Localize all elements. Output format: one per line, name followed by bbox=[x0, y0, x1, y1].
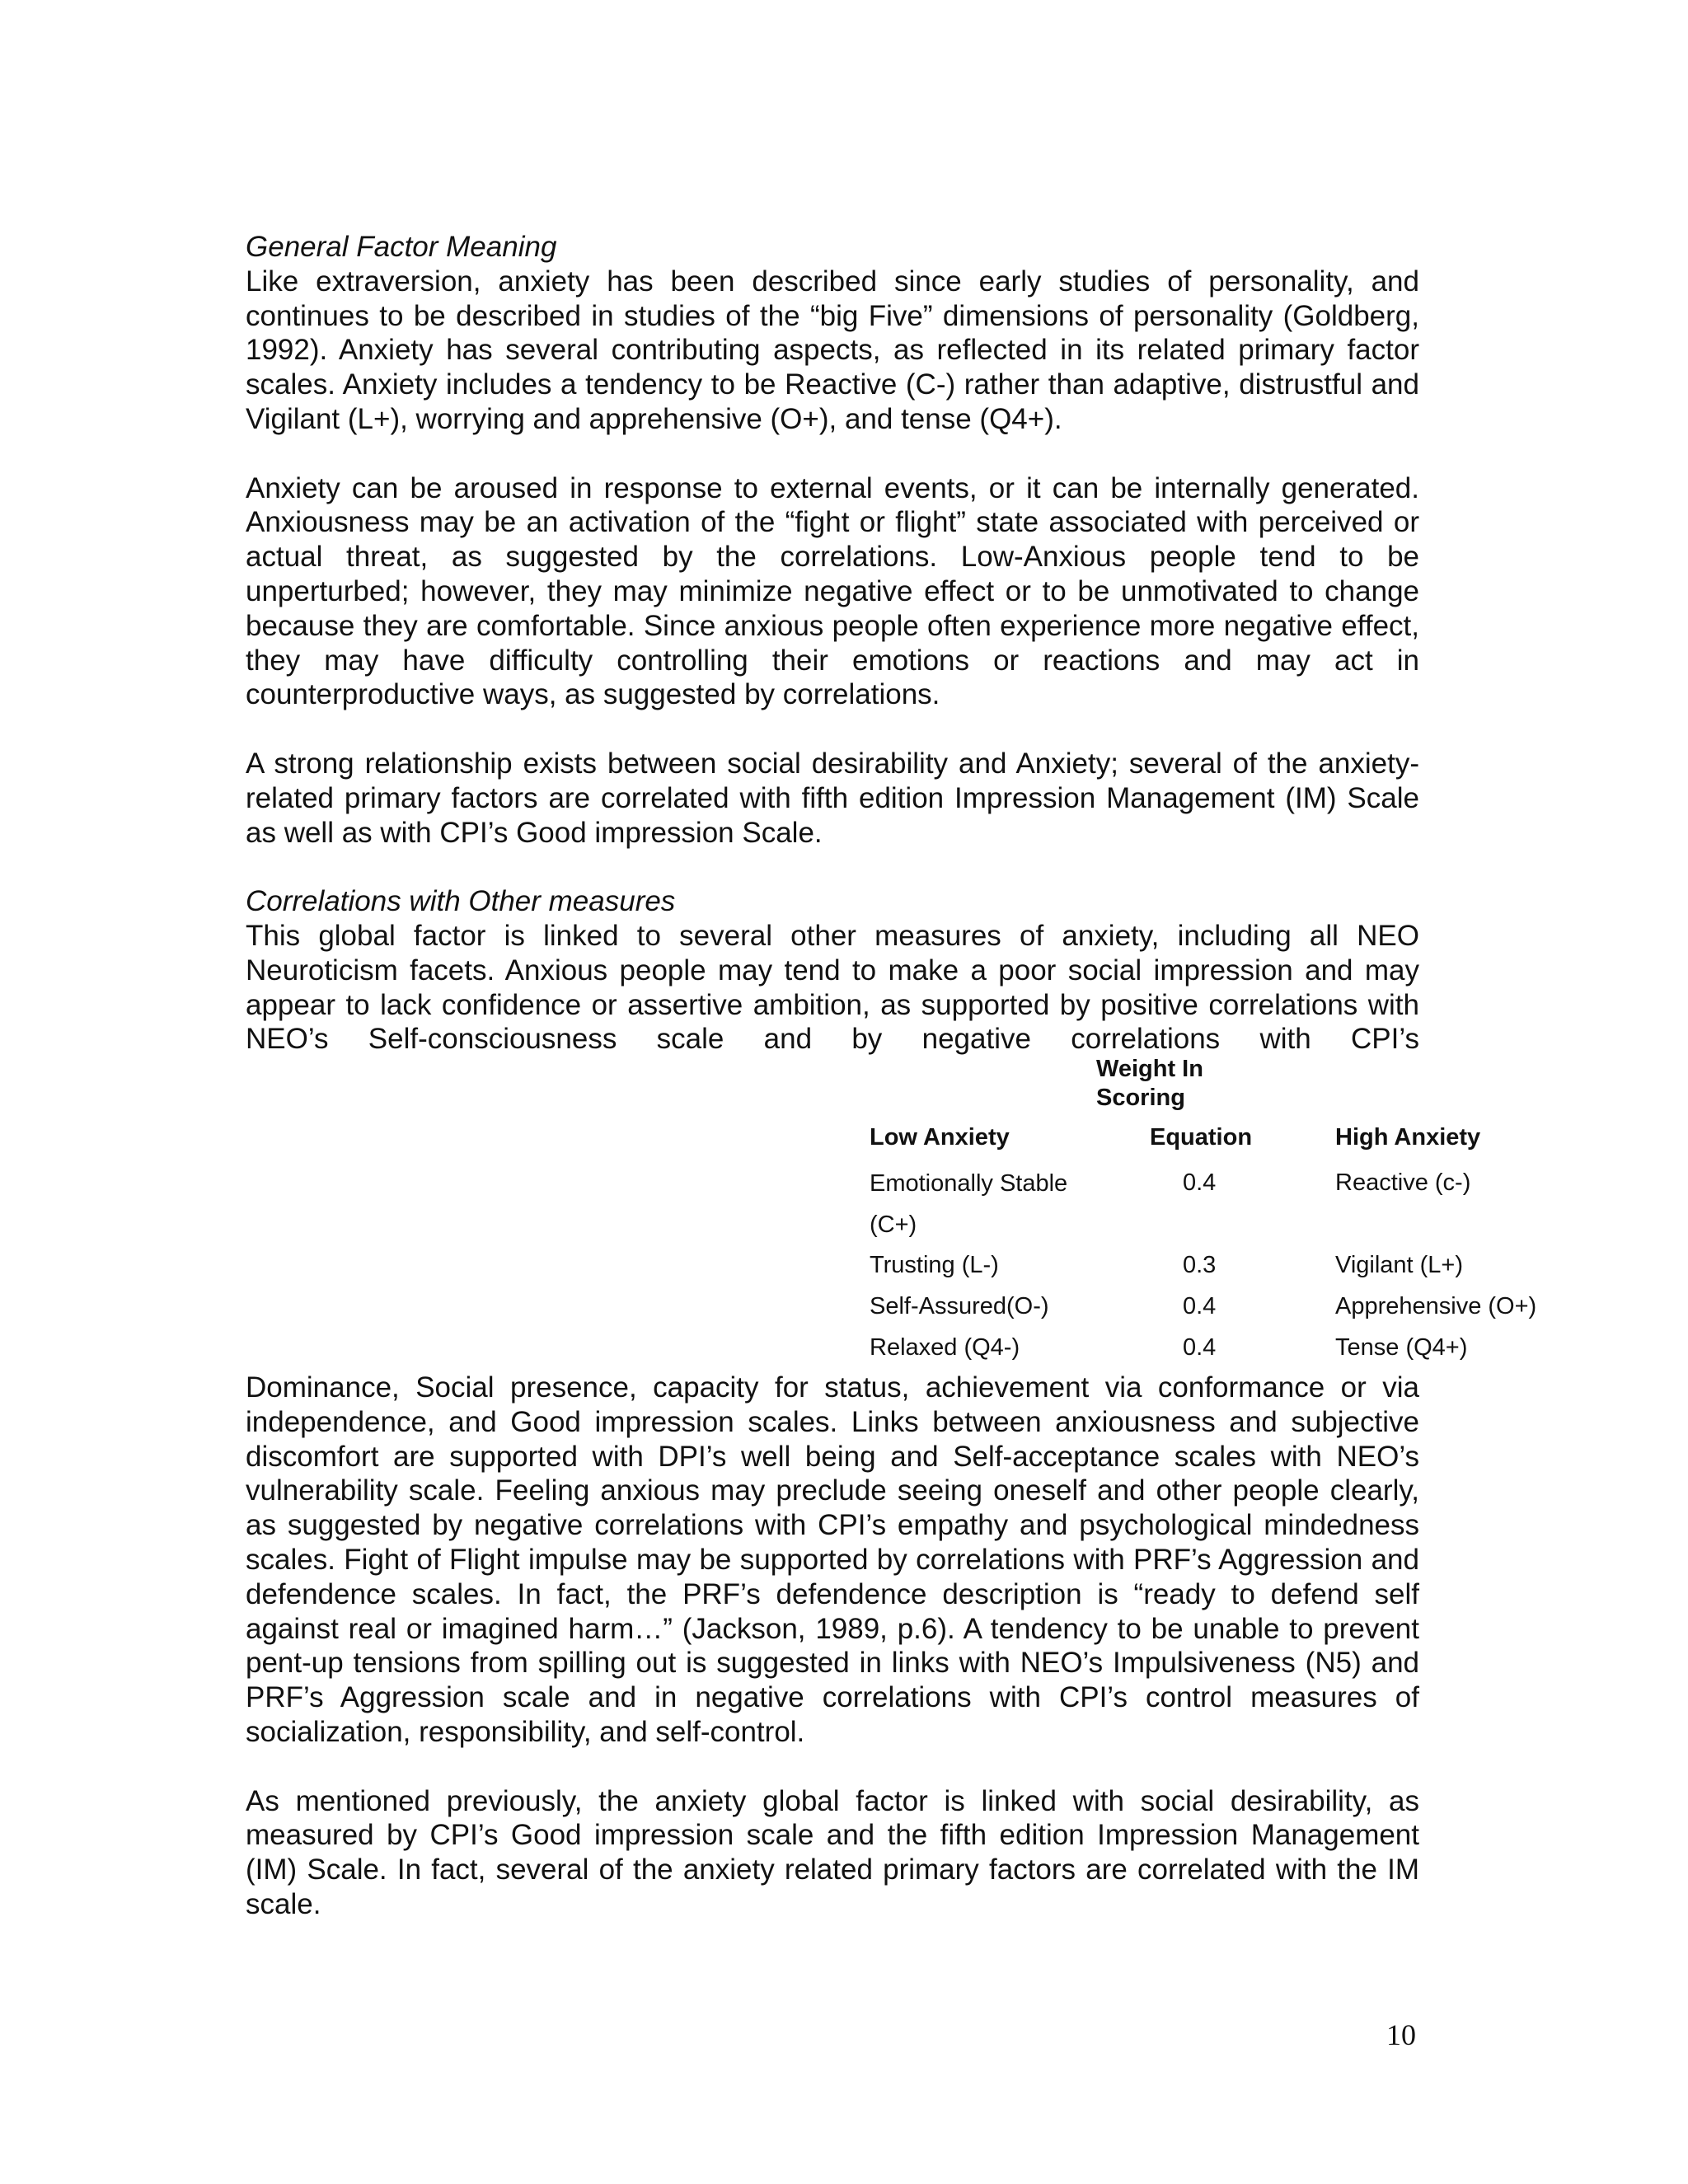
table-cell-weight: 0.3 bbox=[1183, 1252, 1217, 1278]
table-header-equation: Equation bbox=[1150, 1124, 1253, 1151]
table-cell-weight: 0.4 bbox=[1183, 1334, 1217, 1361]
table-header-low-anxiety: Low Anxiety bbox=[870, 1124, 1010, 1151]
paragraph-social-desirability: A strong relationship exists between social desirability and Anxiety; several of the anxiety-related primary factors are correlated with fifth edition Impression Management (IM) Scale as well as with CPI’s Good impression Scale. bbox=[246, 747, 1419, 849]
table-header-high-anxiety: High Anxiety bbox=[1335, 1124, 1481, 1151]
table-cell-low: Self-Assured(O-) bbox=[870, 1293, 1049, 1319]
section-correlations-continued bbox=[246, 1371, 1419, 1922]
table-cell-high: Vigilant (L+) bbox=[1335, 1252, 1464, 1278]
table-cell-low: Relaxed (Q4-) bbox=[870, 1334, 1020, 1361]
paragraph-correlations-start: This global factor is linked to several other measures of anxiety, including all NEO Neuroticism facets. Anxious people may tend to make a poor social impression and may appear to lack confidence or assertive ambition, as supported by positive correlations with NEO’s Self-consciousness scale and by negative correlations with CPI’s bbox=[246, 919, 1419, 1056]
table-header-weight: Weight In Scoring bbox=[1096, 1056, 1203, 1111]
table-cell-low: Emotionally Stable (C+) bbox=[870, 1170, 1068, 1238]
page-number: 10 bbox=[1386, 2018, 1416, 2051]
table-cell-high: Apprehensive (O+) bbox=[1335, 1293, 1537, 1319]
table-cell-high: Reactive (c-) bbox=[1335, 1169, 1471, 1196]
table-cell-low: Trusting (L-) bbox=[870, 1252, 999, 1278]
section-heading-correlations: Correlations with Other measures bbox=[246, 885, 676, 918]
paragraph-extraversion: Like extraversion, anxiety has been described since early studies of personality, and continues to be described in studies of the “big Five” dimensions of personality (Goldberg, 1992). Anxiety has several contributing aspects, as reflected in its related primary factor scales. Anxiety includes a tendency to be Reactive (C-) rather than adaptive, distrustful and Vigilant (L+), worrying and apprehensive (O+), and tense (Q4+). bbox=[246, 265, 1419, 435]
table-cell-weight: 0.4 bbox=[1183, 1293, 1217, 1319]
paragraph-arousal: Anxiety can be aroused in response to external events, or it can be internally generated. Anxiousness may be an activation of the “fight or flight” state associated with perceived or actual threat, as suggested by the correlations. Low-Anxious people tend to be unperturbed; however, they may minimize negative effect or to be unmotivated to change because they are comfortable. Since anxious people often experience more negative effect, they may have difficulty controlling their emotions or reactions and may act in counterproductive ways, as suggested by correlations. bbox=[246, 471, 1419, 711]
paragraph-mentioned-previously: As mentioned previously, the anxiety global factor is linked with social desirability, as measured by CPI’s Good impression scale and the fifth edition Impression Management (IM) Scale. In fact, several of the anxiety related primary factors are correlated with the IM scale. bbox=[246, 1784, 1419, 1920]
section-general-factor bbox=[246, 230, 1419, 1057]
table-cell-high: Tense (Q4+) bbox=[1335, 1334, 1468, 1361]
section-heading-general-factor-meaning: General Factor Meaning bbox=[246, 231, 557, 263]
table-cell-weight: 0.4 bbox=[1183, 1169, 1217, 1196]
paragraph-correlations-continued: Dominance, Social presence, capacity for status, achievement via conformance or via independence, and Good impression scales. Links between anxiousness and subjective discomfort are supported with DPI’s well being and Self-acceptance scales with NEO’s vulnerability scale. Feeling anxious may preclude seeing oneself and other people clearly, as suggested by negative correlations with CPI’s empathy and psychological mindedness scales. Fight of Flight impulse may be supported by correlations with PRF’s Aggression and defendence scales. In fact, the PRF’s defendence description is “ready to defend self against real or imagined harm…” (Jackson, 1989, p.6). A tendency to be unable to prevent pent-up tensions from spilling out is suggested in links with NEO’s Impulsiveness (N5) and PRF’s Aggression scale and in negative correlations with CPI’s control measures of socialization, responsibility, and self-control. bbox=[246, 1371, 1419, 1748]
